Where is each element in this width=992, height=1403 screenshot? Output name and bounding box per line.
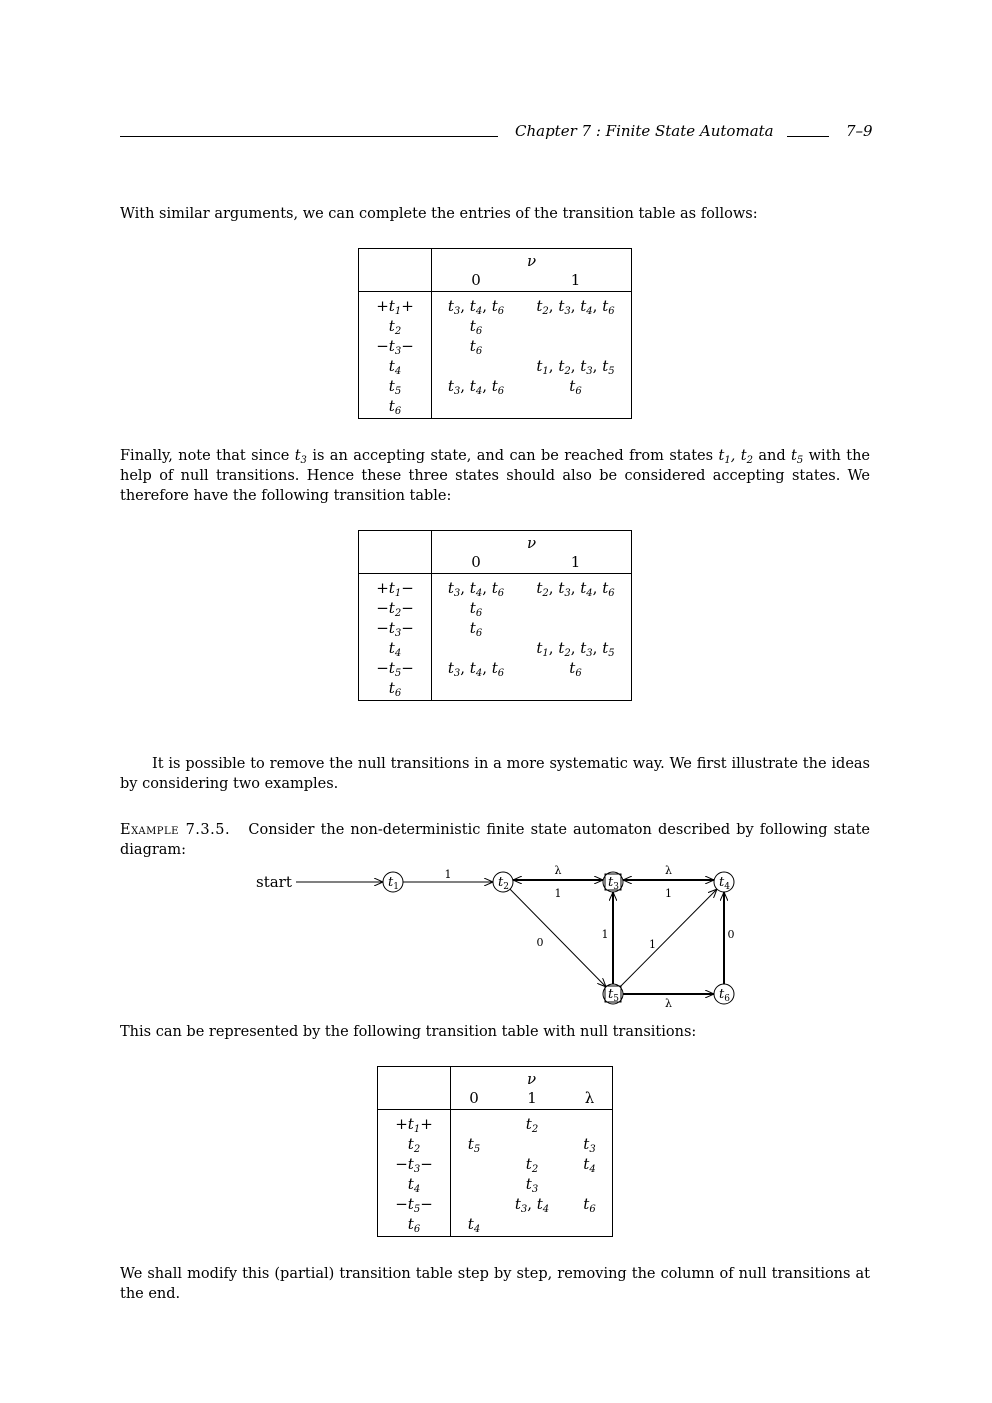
transition-cell: $t_6$ — [583, 1195, 596, 1215]
transition-cell — [497, 1214, 567, 1234]
text-run: with the help of null transitions. Hence these three states should also be considered accepting states. We therefore have the following transition table: — [120, 448, 871, 504]
example-label: Example 7.3.5. — [120, 822, 231, 838]
state-cell: $+t_1-$ — [376, 579, 414, 599]
transition-cell — [451, 1114, 497, 1134]
diagram-edges — [296, 880, 724, 994]
transition-cell — [520, 618, 631, 638]
state-cell: $-t_3-$ — [376, 337, 414, 357]
paragraph-text: We shall modify this (partial) transition table step by step, removing the column of null transitions at the end. — [120, 1266, 870, 1302]
state-node-t1 — [383, 872, 403, 892]
col-header: 0 — [471, 553, 481, 571]
paragraph-text: With similar arguments, we can complete the entries of the transition table as follows: — [120, 206, 758, 222]
transition-edge-t2-t5 — [510, 889, 606, 987]
transition-cell — [520, 598, 631, 618]
state-node-t3 — [603, 872, 623, 892]
transition-cell — [567, 1214, 612, 1234]
state-node-t6 — [714, 984, 734, 1004]
text-run: and — [752, 448, 792, 464]
state-cell: $t_6$ — [407, 1215, 421, 1235]
edge-label: 1 — [444, 868, 452, 881]
transition-cell: $t_3$ — [583, 1135, 596, 1155]
transition-cell: $t_3$, $t_4$, $t_6$ — [447, 659, 505, 679]
state-cell: $-t_3-$ — [376, 619, 414, 639]
paragraph-systematic — [120, 754, 870, 794]
state-column — [359, 574, 432, 701]
corner-cell — [359, 531, 432, 574]
transition-cell — [567, 1114, 612, 1134]
transition-cell: $t_2$, $t_3$, $t_4$, $t_6$ — [536, 297, 615, 317]
transition-cell — [432, 356, 520, 376]
transition-cell: $t_3$, $t_4$ — [514, 1195, 550, 1215]
page-number: 7–9 — [846, 122, 873, 140]
paragraph-text: This can be represented by the following transition table with null transitions: — [120, 1024, 697, 1040]
state-cell: $-t_3-$ — [395, 1155, 433, 1175]
col1-values — [520, 292, 632, 419]
input-header — [432, 531, 632, 574]
corner-cell — [359, 249, 432, 292]
math-t5: $t_5$ — [791, 448, 804, 466]
state-node-t4 — [714, 872, 734, 892]
paragraph-accepting — [120, 446, 870, 506]
edge-label: λ — [665, 997, 672, 1010]
col-header: 1 — [527, 1089, 537, 1107]
state-label: $t_5$ — [608, 987, 619, 1004]
col-header: 1 — [570, 553, 581, 571]
state-cell: $+t_1+$ — [395, 1115, 433, 1135]
header-rule-left — [120, 136, 498, 137]
edge-label: 0 — [727, 928, 735, 941]
state-cell: $t_4$ — [407, 1175, 421, 1195]
transition-cell — [451, 1194, 497, 1214]
state-cell: $t_5$ — [388, 377, 402, 397]
transition-cell — [451, 1174, 497, 1194]
transition-table-3 — [377, 1066, 613, 1237]
paragraph-text — [120, 820, 870, 860]
math-t3: $t_3$ — [294, 448, 307, 466]
transition-cell — [432, 678, 520, 698]
col1-values — [497, 1110, 567, 1237]
example-heading — [120, 820, 870, 860]
col1-values — [520, 574, 632, 701]
state-column — [378, 1110, 451, 1237]
state-cell: $-t_5-$ — [376, 659, 414, 679]
state-cell: $-t_5-$ — [395, 1195, 433, 1215]
state-cell: $t_2$ — [407, 1135, 421, 1155]
state-cell: $t_6$ — [388, 679, 402, 699]
transition-cell: $t_6$ — [469, 599, 483, 619]
paragraph-text — [120, 446, 870, 506]
transition-cell — [451, 1154, 497, 1174]
transition-cell — [520, 316, 631, 336]
transition-cell: $t_5$ — [467, 1135, 481, 1155]
state-label: $t_2$ — [498, 875, 509, 892]
transition-cell — [432, 396, 520, 416]
col-header: λ — [584, 1089, 595, 1107]
transition-cell: $t_6$ — [469, 317, 483, 337]
transition-cell: $t_2$ — [525, 1155, 539, 1175]
chapter-title: Chapter 7 : Finite State Automata — [515, 122, 774, 140]
transition-cell: $t_4$ — [583, 1155, 596, 1175]
transition-cell: $t_3$, $t_4$, $t_6$ — [447, 579, 505, 599]
math-t1-t2: $t_1$, $t_2$ — [718, 448, 753, 466]
col2-values — [567, 1110, 613, 1237]
start-label: start — [256, 873, 292, 891]
transition-cell — [520, 336, 631, 356]
col-header: 0 — [469, 1089, 479, 1107]
paragraph-null-table — [120, 1022, 870, 1042]
transition-table-1 — [358, 248, 632, 419]
edge-label: 1 — [649, 938, 656, 951]
transition-cell — [567, 1174, 612, 1194]
paragraph-intro — [120, 204, 870, 224]
state-column — [359, 292, 432, 419]
transition-cell: $t_6$ — [569, 377, 582, 397]
state-cell: $-t_2-$ — [376, 599, 414, 619]
edge-label: 1 — [554, 887, 562, 900]
col-header: 0 — [471, 271, 481, 289]
transition-cell — [497, 1134, 567, 1154]
header-rule-right — [787, 136, 829, 137]
col0-values — [432, 574, 521, 701]
edge-label: λ — [665, 864, 672, 877]
transition-cell: $t_2$ — [525, 1115, 539, 1135]
state-cell: $+t_1+$ — [376, 297, 414, 317]
state-node-t5 — [603, 984, 623, 1004]
col0-values — [451, 1110, 498, 1237]
state-cell: $t_4$ — [388, 357, 402, 377]
transition-cell — [520, 396, 631, 416]
state-cell: $t_4$ — [388, 639, 402, 659]
state-diagram — [240, 858, 760, 1018]
state-cell: $t_6$ — [388, 397, 402, 417]
state-label: $t_4$ — [719, 875, 730, 892]
transition-cell: $t_1$, $t_2$, $t_3$, $t_5$ — [536, 639, 615, 659]
col0-values — [432, 292, 521, 419]
transition-cell: $t_2$, $t_3$, $t_4$, $t_6$ — [536, 579, 615, 599]
state-node-t2 — [493, 872, 513, 892]
edge-label: 1 — [601, 928, 609, 941]
input-header — [451, 1067, 613, 1110]
edge-label: 0 — [536, 936, 544, 949]
transition-cell: $t_3$ — [525, 1175, 539, 1195]
edge-label: λ — [554, 864, 562, 877]
transition-cell — [520, 678, 631, 698]
transition-cell: $t_3$, $t_4$, $t_6$ — [447, 297, 505, 317]
nu-symbol: ν — [526, 1070, 537, 1088]
text-run: Finally, note that since — [120, 448, 295, 464]
nu-symbol: ν — [526, 252, 537, 270]
transition-cell: $t_4$ — [467, 1215, 481, 1235]
transition-cell: $t_1$, $t_2$, $t_3$, $t_5$ — [536, 357, 615, 377]
transition-cell: $t_6$ — [569, 659, 582, 679]
transition-table-2 — [358, 530, 632, 701]
text-run: is an accepting state, and can be reached from states — [306, 448, 719, 464]
transition-cell — [432, 638, 520, 658]
state-label: $t_3$ — [608, 875, 619, 892]
transition-cell: $t_6$ — [469, 619, 483, 639]
transition-edge-t5-t4 — [620, 889, 717, 987]
input-header — [432, 249, 632, 292]
state-cell: $t_2$ — [388, 317, 402, 337]
state-label: $t_1$ — [388, 875, 399, 892]
col-header: 1 — [570, 271, 581, 289]
text-run: Consider the non-deterministic finite state automaton described by following state diagram: — [120, 822, 870, 858]
edge-label: 1 — [665, 887, 672, 900]
state-label: $t_6$ — [719, 987, 730, 1004]
transition-cell: $t_6$ — [469, 337, 483, 357]
paragraph-text: It is possible to remove the null transitions in a more systematic way. We first illustrate the ideas by considering two examples. — [120, 756, 870, 792]
transition-cell: $t_3$, $t_4$, $t_6$ — [447, 377, 505, 397]
paragraph-modify — [120, 1264, 870, 1304]
nu-symbol: ν — [526, 534, 537, 552]
diagram-edge-labels — [445, 864, 735, 1010]
corner-cell — [378, 1067, 451, 1110]
